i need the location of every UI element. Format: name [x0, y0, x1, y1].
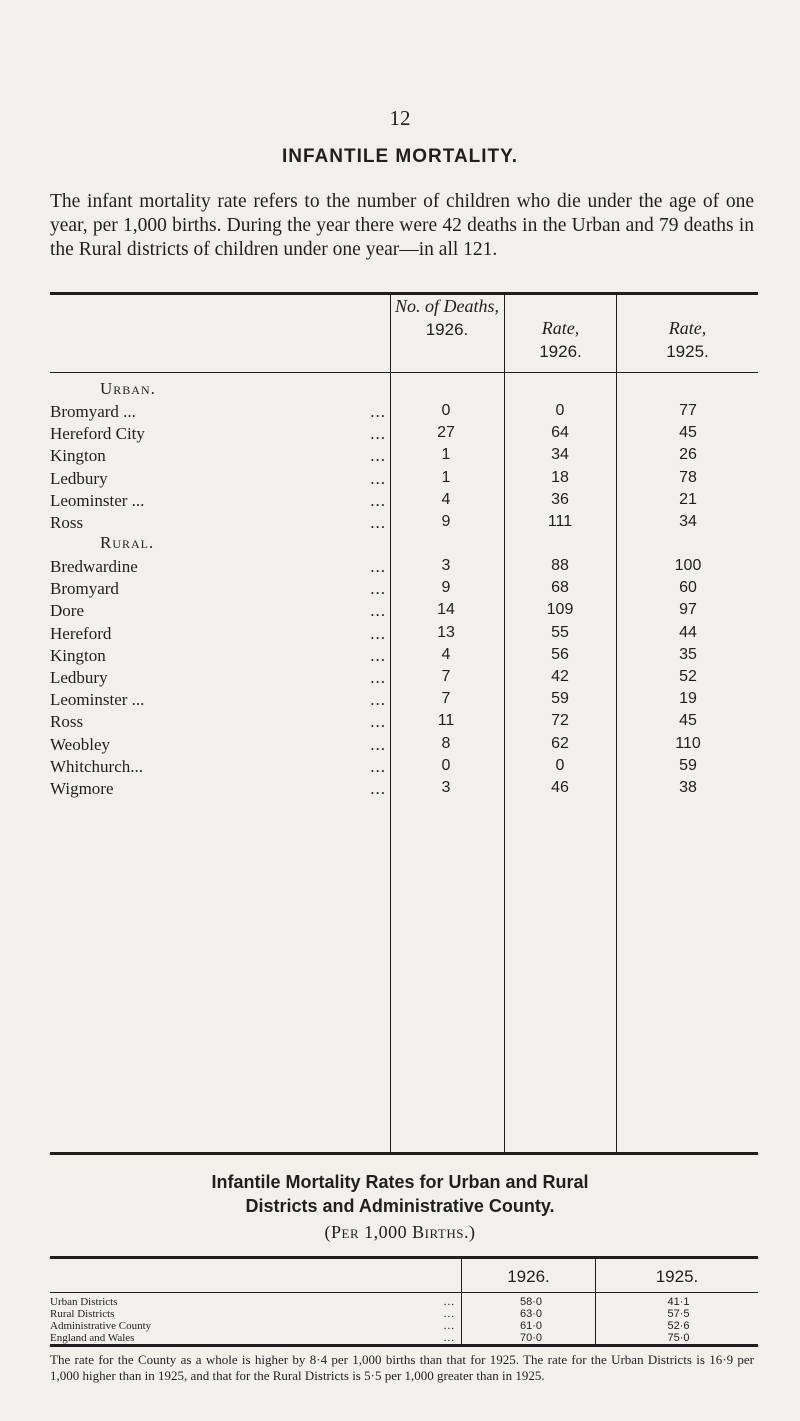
header-deaths-year: 1926.	[425, 320, 469, 339]
rate-1925-cell: 41·1	[667, 1296, 690, 1308]
leader-dots: ...	[443, 1332, 455, 1344]
rate-1925-cell: 34	[679, 513, 697, 530]
deaths-cell: 0	[441, 402, 451, 419]
leader-dots: ...	[370, 690, 386, 710]
rate-1925-cell: 52	[679, 668, 697, 685]
rate-1926-cell: 68	[551, 579, 569, 597]
table2-header-1925-text: 1925.	[655, 1267, 699, 1286]
table-row	[50, 446, 758, 468]
rate-1925-cell: 57·5	[667, 1308, 690, 1320]
table-row	[50, 402, 758, 424]
leader-dots: ...	[370, 734, 386, 754]
table-row	[50, 735, 758, 757]
rate-1925-cell: 45	[679, 712, 697, 730]
closing-paragraph: The rate for the County as a whole is higher by 8·4 per 1,000 births than that for 1925. The rate for the Urban Districts is 16·9 per 1,000 higher than in 1925, and that for the Rural Districts is 5·5 per 1,000 greater than in 1925.	[50, 1352, 754, 1383]
table-row	[50, 1332, 758, 1344]
rate-1926-cell: 61·0	[519, 1320, 543, 1332]
deaths-cell: 27	[437, 424, 455, 442]
table-row	[50, 601, 758, 623]
deaths-cell: 9	[441, 513, 451, 530]
deaths-cell: 11	[437, 712, 455, 730]
table-row	[50, 757, 758, 779]
deaths-cell: 3	[441, 557, 451, 574]
rate-1926-cell: 46	[551, 779, 569, 796]
district-name: Leominster ...	[50, 690, 145, 710]
rate-1926-cell: 109	[546, 601, 574, 619]
deaths-cell: 9	[441, 579, 451, 597]
intro-paragraph: The infant mortality rate refers to the number of children who die under the age of one year, per 1,000 births. During the year there were 42 deaths in the Urban and 79 deaths in the Rural districts of children under one year—in all 121.	[50, 191, 754, 260]
district-name: Ross	[50, 513, 84, 532]
leader-dots: ...	[370, 424, 386, 444]
district-name: Ledbury	[50, 468, 108, 488]
rural-label: Rural.	[100, 533, 155, 552]
table-row	[50, 491, 758, 513]
rate-1926-cell: 0	[555, 756, 565, 774]
rate-1925-cell: 26	[679, 446, 697, 464]
table2-header-1926	[462, 1266, 595, 1287]
leader-dots: ...	[370, 402, 386, 421]
table2-header-1926-text: 1926.	[507, 1267, 550, 1286]
area-name: Urban Districts	[50, 1296, 118, 1308]
rate-1926-cell: 42	[551, 668, 569, 685]
leader-dots: ...	[370, 490, 386, 510]
district-name: Leominster ...	[50, 490, 145, 510]
table2-header-rule	[50, 1292, 758, 1293]
rate-1926-cell: 72	[551, 712, 569, 730]
rate-1926-cell: 0	[555, 402, 565, 419]
leader-dots: ...	[370, 513, 386, 532]
rate-1926-cell: 59	[551, 690, 569, 708]
header-rate-1925-year: 1925.	[666, 342, 709, 361]
district-name: Ledbury	[50, 668, 108, 687]
rate-1925-cell: 78	[679, 468, 697, 486]
leader-dots: ...	[370, 779, 386, 798]
table-row	[50, 557, 758, 579]
rate-1925-cell: 59	[679, 756, 697, 774]
rate-1925-cell: 52·6	[667, 1320, 690, 1332]
leader-dots: ...	[443, 1320, 455, 1332]
header-deaths	[391, 296, 503, 340]
deaths-cell: 4	[441, 490, 451, 508]
rate-1925-cell: 38	[679, 779, 697, 796]
rate-1926-cell: 62	[551, 734, 569, 752]
leader-dots: ...	[443, 1308, 455, 1320]
rate-1925-cell: 110	[675, 734, 701, 752]
deaths-cell: 14	[437, 601, 455, 619]
header-rate-1926	[505, 318, 616, 362]
area-name: Rural Districts	[50, 1308, 115, 1320]
rate-1926-cell: 34	[551, 446, 569, 464]
table-row	[50, 1320, 758, 1332]
table-row	[50, 690, 758, 712]
rate-1926-cell: 36	[551, 490, 569, 508]
table-row	[50, 779, 758, 801]
rate-1926-cell: 18	[551, 468, 569, 486]
district-name: Dore	[50, 601, 84, 621]
rate-1925-cell: 19	[679, 690, 697, 708]
table2-top-rule	[50, 1256, 758, 1259]
rate-1926-cell: 64	[551, 424, 569, 442]
header-rate-1925-label: Rate,	[668, 318, 707, 338]
header-rate-1925	[617, 318, 758, 362]
rate-1926-cell: 56	[551, 645, 569, 663]
table-row	[50, 712, 758, 734]
leader-dots: ...	[370, 712, 386, 732]
leader-dots: ...	[370, 623, 386, 643]
district-name: Weobley	[50, 734, 110, 754]
rate-1925-cell: 45	[679, 424, 697, 442]
table-row	[50, 1308, 758, 1320]
page-number: 12	[389, 106, 411, 130]
district-name: Hereford City	[50, 424, 145, 444]
table-row	[50, 513, 758, 535]
table-row	[50, 424, 758, 446]
deaths-cell: 3	[441, 779, 451, 796]
leader-dots: ...	[443, 1296, 455, 1308]
table-row	[50, 1296, 758, 1308]
district-name: Bromyard ...	[50, 402, 136, 421]
deaths-cell: 1	[441, 446, 451, 464]
table-bottom-rule	[50, 1152, 758, 1155]
leader-dots: ...	[370, 668, 386, 687]
rate-1926-cell: 63·0	[519, 1308, 543, 1320]
caption-line-2: Districts and Administrative County.	[245, 1196, 555, 1216]
urban-label: Urban.	[100, 379, 156, 398]
leader-dots: ...	[370, 601, 386, 621]
district-name: Kington	[50, 446, 106, 466]
rate-1925-cell: 75·0	[667, 1332, 690, 1344]
header-rate-1926-label: Rate,	[541, 318, 580, 338]
district-name: Whitchurch...	[50, 756, 143, 776]
deaths-cell: 7	[441, 690, 451, 708]
deaths-cell: 4	[441, 645, 451, 663]
header-rule	[50, 372, 758, 373]
district-name: Kington	[50, 645, 106, 665]
leader-dots: ...	[370, 579, 386, 599]
deaths-cell: 1	[441, 468, 451, 486]
district-name: Hereford	[50, 623, 112, 643]
table2-bottom-rule	[50, 1344, 758, 1347]
leader-dots: ...	[370, 645, 386, 665]
rate-1926-cell: 88	[551, 557, 569, 574]
district-name: Bromyard	[50, 579, 119, 599]
table-row	[50, 579, 758, 601]
deaths-cell: 7	[441, 668, 451, 685]
header-rate-1926-year: 1926.	[539, 342, 582, 361]
table-row	[50, 469, 758, 491]
leader-dots: ...	[370, 446, 386, 466]
leader-dots: ...	[370, 756, 386, 776]
rate-1925-cell: 77	[679, 402, 697, 419]
rate-1926-cell: 58·0	[519, 1296, 543, 1308]
table-row	[50, 668, 758, 690]
rate-1925-cell: 60	[679, 579, 697, 597]
leader-dots: ...	[370, 468, 386, 488]
district-name: Wigmore	[50, 779, 114, 798]
rate-1925-cell: 21	[679, 490, 697, 508]
caption-line-3: (Per 1,000 Births.)	[324, 1222, 476, 1242]
table2-header-1925	[596, 1266, 758, 1287]
deaths-cell: 8	[441, 734, 451, 752]
district-name: Ross	[50, 712, 84, 732]
district-name: Bredwardine	[50, 557, 138, 576]
section-title: INFANTILE MORTALITY.	[281, 146, 519, 167]
header-deaths-label: No. of Deaths,	[394, 296, 499, 316]
table-row	[50, 624, 758, 646]
table-row	[50, 646, 758, 668]
rate-1925-cell: 97	[679, 601, 697, 619]
area-name: Administrative County	[50, 1320, 152, 1332]
rate-1926-cell: 70·0	[519, 1332, 543, 1344]
deaths-cell: 0	[441, 756, 451, 774]
rate-1926-cell: 111	[547, 513, 573, 530]
deaths-cell: 13	[437, 623, 455, 641]
table-top-rule	[50, 292, 758, 295]
rate-1925-cell: 35	[679, 645, 697, 663]
leader-dots: ...	[370, 557, 386, 576]
area-name: England and Wales	[50, 1332, 135, 1344]
rate-1925-cell: 100	[674, 557, 702, 574]
rate-1925-cell: 44	[679, 623, 697, 641]
caption-line-1: Infantile Mortality Rates for Urban and Rural	[211, 1172, 589, 1192]
rate-1926-cell: 55	[551, 623, 569, 641]
